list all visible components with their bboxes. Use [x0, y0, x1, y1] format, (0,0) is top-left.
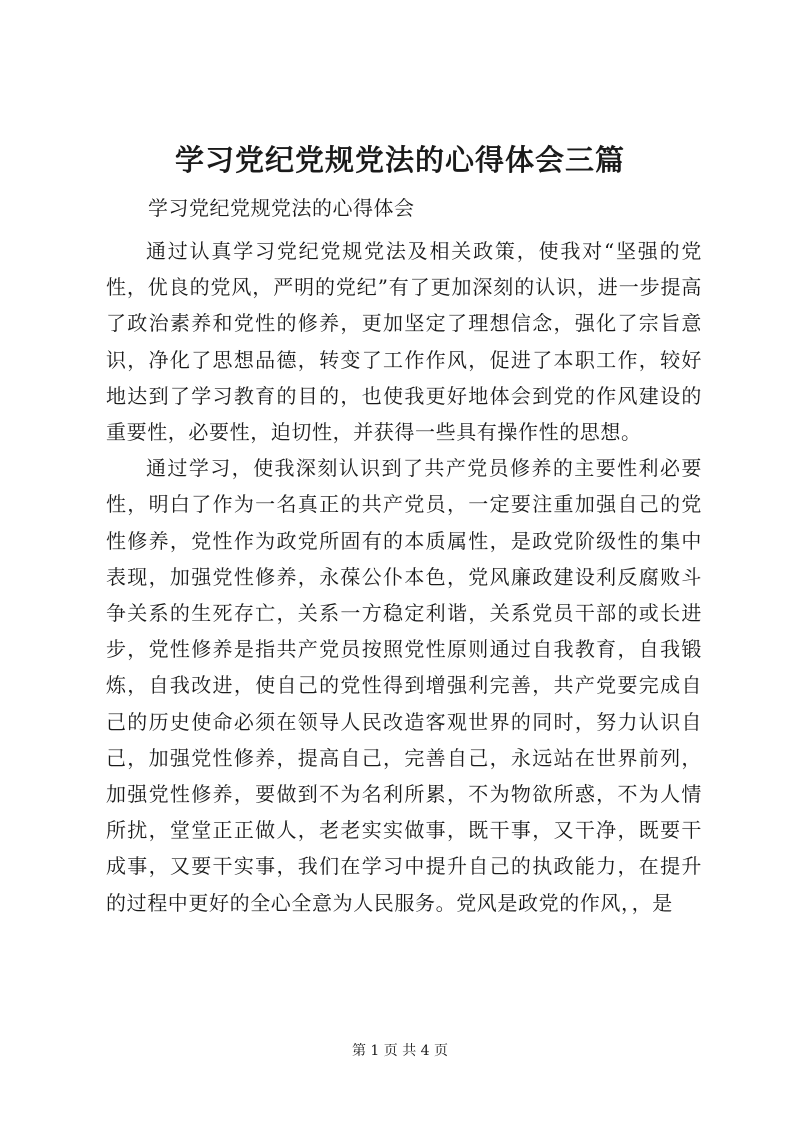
document-title: 学习党纪党规党法的心得体会三篇: [174, 143, 625, 177]
page-number-footer: 第 1 页 共 4 页: [351, 1043, 449, 1059]
document-subtitle: 学习党纪党规党法的心得体会: [148, 196, 415, 220]
body-paragraph: 通过学习，使我深刻认识到了共产党员修养的主要性利必要性，明白了作为一名真正的共产党员，一定要注重加强自己的党性修养，党性作为政党所固有的本质属性，是政党阶级性的集中表现，加强党性修养，永葆公仆本色，党风廉政建设利反腐败斗争关系的生死存亡，关系一方稳定利谐，关系党员干部的或长进步，党性修养是指共产党员按照党性原则通过自我教育，自我锻炼，自我改进，使自己的党性得到增强利完善，共产党要完成自己的历史使命必须在领导人民改造客观世界的同时，努力认识自己，加强党性修养，提高自己，完善自己，永远站在世界前列，加强党性修养，要做到不为名利所累，不为物欲所惑，不为人情所扰，堂堂正正做人，老老实实做事，既干事，又干净，既要干成事，又要干实事，我们在学习中提升自己的执政能力，在提升的过程中更好的全心全意为人民服务。党风是政党的作风，，是: [106, 456, 702, 915]
document-body: [106, 233, 702, 921]
body-paragraph: 通过认真学习党纪党规党法及相关政策，使我对“坚强的党性，优良的党风，严明的党纪”有了更加深刻的认识，进一步提高了政治素养和党性的修养，更加坚定了理想信念，强化了宗旨意识，净化了思想品德，转变了工作作风，促进了本职工作，较好地达到了学习教育的目的，也使我更好地体会到党的作风建设的重要性，必要性，迫切性，并获得一些具有操作性的思想。: [106, 239, 702, 445]
